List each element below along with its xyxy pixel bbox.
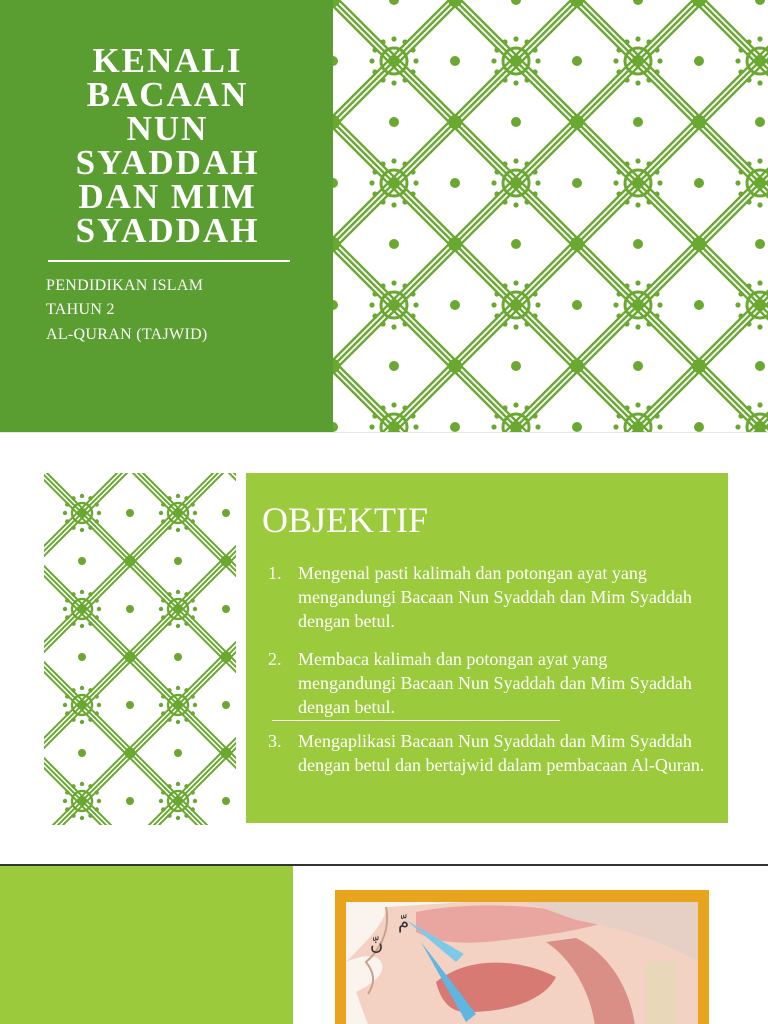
head-cross-section-illustration <box>346 902 698 1024</box>
title-line: KENALI <box>92 41 243 80</box>
objectives-slide <box>0 433 768 865</box>
geometric-pattern-side-decoration <box>44 473 236 825</box>
title-line: SYADDAH <box>75 211 260 250</box>
geometric-pattern-decoration <box>333 0 768 432</box>
objective-text: Membaca kalimah dan potongan ayat yang mengandungi Bacaan Nun Syaddah dan Mim Syaddah dengan betul. <box>298 649 692 717</box>
articulation-slide <box>0 866 768 1024</box>
title-divider <box>48 260 290 262</box>
objective-number: 1. <box>268 563 282 583</box>
title-line: SYADDAH <box>75 143 260 182</box>
mim-letter: مّ <box>398 912 410 933</box>
subtitle-subject: PENDIDIKAN ISLAM <box>46 277 204 294</box>
green-side-bar <box>0 866 293 1024</box>
objective-number: 3. <box>268 731 282 751</box>
objective-number: 2. <box>268 649 282 669</box>
objective-item <box>268 561 708 633</box>
objective-divider <box>272 720 560 721</box>
subtitle-year: TAHUN 2 <box>46 301 115 318</box>
objective-item <box>268 647 708 719</box>
objective-item <box>268 729 708 777</box>
subtitle-topic: AL-QURAN (TAJWID) <box>46 326 208 343</box>
title-line: DAN MIM <box>78 177 257 216</box>
slide-title <box>40 41 295 250</box>
title-line: NUN <box>126 109 209 148</box>
objective-text: Mengaplikasi Bacaan Nun Syaddah dan Mim Syaddah dengan betul dan bertajwid dalam pembacaan Al-Quran. <box>298 731 705 775</box>
title-line: BACAAN <box>86 75 249 114</box>
title-slide <box>0 0 768 432</box>
title-panel <box>0 0 333 432</box>
objective-text: Mengenal pasti kalimah dan potongan ayat yang mengandungi Bacaan Nun Syaddah dan Mim Syaddah dengan betul. <box>298 563 692 631</box>
objectives-heading: OBJEKTIF <box>262 500 429 540</box>
nun-letter: نّ <box>370 934 384 955</box>
objectives-panel <box>246 473 728 823</box>
mouth-nose-diagram <box>346 902 698 1024</box>
